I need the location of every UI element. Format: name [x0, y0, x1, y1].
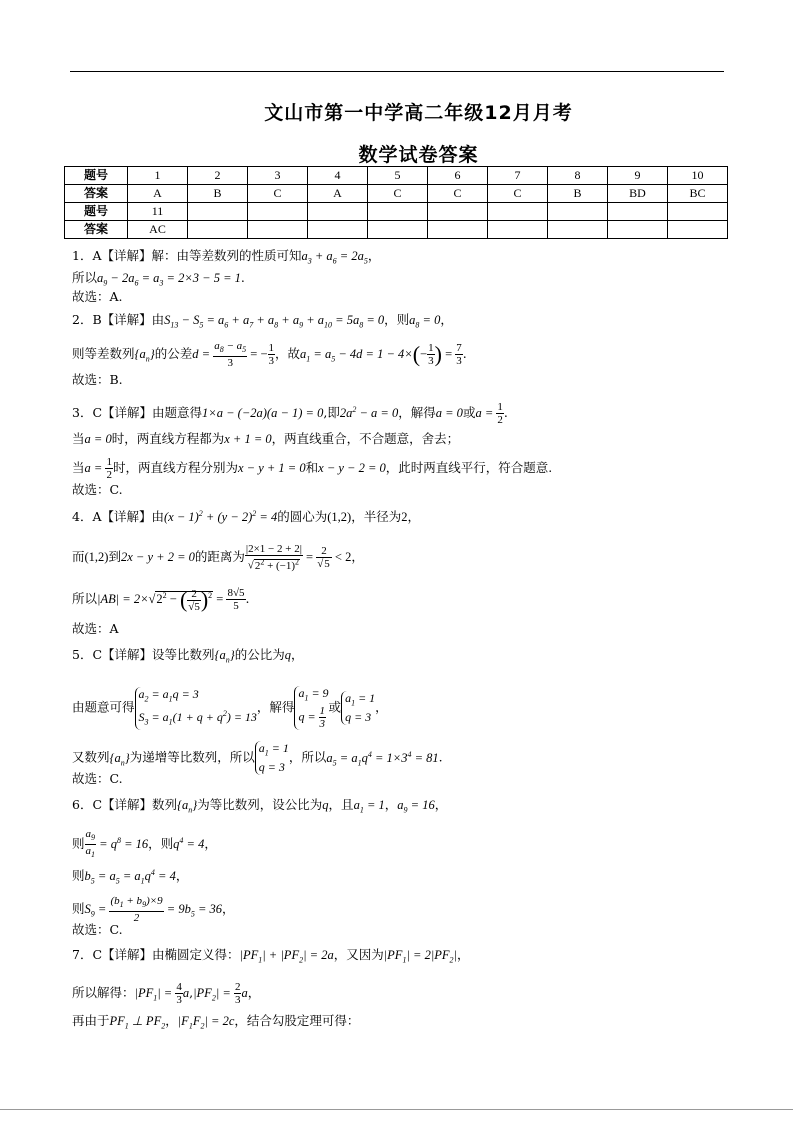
equation-system: $a_2 = a_1q = 3$ $S_3 = a_1(1 + q + q^2) = 13$	[135, 687, 257, 730]
solution-3-line-1: 3．C【详解】由题意得1×a − (−2a)(a − 1) = 0,即$2a^2 - a = 0$，解得a = 0或a = $\frac{1}{2}$ .	[72, 401, 508, 426]
empty-cell	[548, 203, 608, 221]
solution-2-head: 2．B【详解】由	[72, 312, 165, 327]
solution-7-line-3: 再由于$PF_1$ ⊥ $PF_2$，$|F_1F_2| = 2c$，结合勾股定理可得：	[72, 1013, 360, 1031]
solution-3-case-2: a =	[84, 461, 106, 475]
solution-4-text-2: 到	[108, 548, 121, 564]
solution-3-line-eq-3: x − y − 2 = 0	[318, 461, 386, 475]
solution-4-line-1: 4．A【详解】由$(x - 1)^2 + (y - 2)^2 = 4$的圆心为(1,2)，半径为2，	[72, 509, 420, 525]
equation-system: $a_1 = 1$ q = 3	[341, 691, 375, 725]
solution-6-q4: $q^4 = 4$	[173, 836, 205, 852]
solution-3-line-3	[72, 456, 552, 481]
solution-4-mid: 的圆心为	[277, 509, 328, 525]
solution-6-line-2: 则 $\frac{a_9}{a_1}$ = $q^8 = 16$，则$q^4 = 4$，	[72, 828, 217, 860]
empty-cell	[488, 221, 548, 239]
solution-7-text-2: 再由于	[72, 1013, 110, 1028]
empty-cell	[248, 203, 308, 221]
solution-3-head: 3．C【详解】由题意得	[72, 405, 203, 420]
solution-1-prefix: 所以	[72, 270, 98, 285]
solution-5-conclusion: 故选：C.	[72, 771, 123, 786]
sequence-symbol: $\{a_n\}$	[109, 750, 130, 768]
sequence-symbol: $\{a_n\}$	[214, 648, 235, 665]
answer-cell: A	[308, 185, 368, 203]
solution-5-head: 5．C【详解】设等比数列	[72, 647, 215, 662]
empty-cell	[188, 221, 248, 239]
answer-cell: AC	[128, 221, 188, 239]
page-title: 文山市第一中学高二年级12月月考	[264, 102, 573, 124]
solution-5-mid: 的公比为	[234, 647, 285, 662]
solution-5-line-2: 由题意可得$a_2 = a_1q = 3$ $S_3 = a_1(1 + q + q^2) = 13$，解得$a_1 = 9$ q = $\frac{1}{3}$ 或$a_1 = 1$ q = 3，	[72, 686, 388, 731]
solution-2-mid-3: ，故	[275, 346, 301, 362]
answer-cell: C	[248, 185, 308, 203]
solution-3-conclusion: 故选：C.	[72, 482, 123, 497]
solution-1-head: 1．A【详解】解：由等差数列的性质可知	[72, 248, 302, 263]
fraction: $\frac{4}{3}$	[176, 981, 182, 1006]
fraction: $\frac{|2\times 1 - 2 + 2|}{√2^2 + (-1)^2}$	[245, 543, 302, 572]
solution-4-line-2: 而(1,2)到2x − y + 2 = 0的距离为 $\frac{|2\times 1 - 2 + 2|}{√2^2 + (-1)^2}$ = $\frac{2}{√5}$ < 2，	[72, 543, 364, 572]
solution-4-head: 4．A【详解】由	[72, 509, 164, 525]
solution-2-prefix: 则等差数列	[72, 346, 135, 362]
solution-5-text-2: ，解得	[256, 699, 295, 715]
solution-5-text-4: 为递增等比数列，所以	[129, 749, 255, 765]
solution-7-pf2: $|PF_2|$ =	[193, 986, 234, 1003]
solution-7-line-2: 所以解得：$|PF_1|$ = $\frac{4}{3}$ $a,|PF_2|$ = $\frac{2}{3}$ a，	[72, 981, 261, 1006]
solution-6-a5: $b_5 = a_5 = a_1q^4 = 4$	[84, 868, 176, 886]
solution-3-text-2: ，两直线重合，不合题意，舍去；	[271, 431, 460, 446]
solution-2-formula-2: $a_8 = 0$	[409, 313, 441, 330]
question-number: 7	[488, 167, 548, 185]
solution-2-mid: ，则	[384, 312, 410, 327]
question-number: 1	[128, 167, 188, 185]
page-subtitle: 数学试卷答案	[358, 144, 479, 166]
question-number: 3	[248, 167, 308, 185]
question-label: 题号	[65, 203, 128, 221]
empty-cell	[668, 203, 728, 221]
fraction: $\frac{a_8 - a_5}{3}$	[214, 340, 247, 370]
table-row	[65, 185, 728, 203]
solution-4-radius: 2	[401, 510, 408, 525]
ratio-symbol: q	[322, 798, 329, 812]
table-row	[65, 203, 728, 221]
solution-3-line-eq: x + 1 = 0	[224, 432, 272, 446]
table-row	[65, 221, 728, 239]
solution-6-text-2: ，则	[148, 836, 174, 852]
solution-6-line-4: 则$S_9$ = $\frac{(b_1 + b_9)\times 9}{2}$ = $9b_5 = 36$，	[72, 895, 235, 925]
solution-1-line-2: 所以$a_9 - 2a_6 = a_3 = 2\times 3 - 5 = 1$.	[72, 270, 245, 288]
solution-5-or: 或	[328, 699, 342, 715]
solution-3-line-eq-2: x − y + 1 = 0	[237, 461, 306, 475]
question-label: 题号	[65, 167, 128, 185]
solution-1-line-1: 1．A【详解】解：由等差数列的性质可知$a_3 + a_6 = 2a_5$，	[72, 248, 381, 266]
solution-6-given: $a_1 = 1$	[353, 798, 385, 815]
solution-7-line-1: 7．C【详解】由椭圆定义得：$|PF_1| + |PF_2| = 2a$，又因为$|PF_1| = 2|PF_2|$，	[72, 947, 470, 965]
table-row	[65, 167, 728, 185]
question-number: 5	[368, 167, 428, 185]
solution-4-mid-2: ，半径为	[351, 509, 402, 525]
question-number: 2	[188, 167, 248, 185]
solution-3-when-2: 当	[72, 460, 85, 475]
solution-3-root-2: a =	[475, 406, 497, 420]
solution-7-perp: $PF_1$ ⊥ $PF_2$	[109, 1014, 166, 1031]
fraction: $\frac{8√5}{5}$	[227, 587, 245, 612]
solution-2-conclusion: 故选：B.	[72, 372, 123, 387]
answer-table	[64, 166, 728, 239]
solution-4-line-3: 所以$|AB| = 2\times√2^2$ − ( $\frac{2}{√5}$ )$^2$ = $\frac{8√5}{5}$ .	[72, 587, 250, 613]
solution-3-text-4: ，此时两直线平行，符合题意.	[385, 460, 553, 475]
bottom-rule	[0, 1109, 793, 1110]
solution-1-formula-2: $a_9 - 2a_6 = a_3 = 2\times 3 - 5 = 1$	[97, 271, 241, 288]
solution-3-mid-3: 或	[462, 405, 476, 420]
sequence-symbol: $\{a_n\}$	[134, 347, 155, 364]
fraction: $\frac{7}{3}$	[456, 342, 462, 368]
solution-4-text: 而	[72, 548, 85, 564]
solution-5-text-5: ，所以	[288, 749, 327, 765]
solution-2-line-2: 则等差数列$\{a_n\}$的公差d = $\frac{a_8 - a_5}{3}$ = − $\frac{1}{3}$ ，故$a_1 = a_5 - 4d = 1 - 4\times(-$ $\frac{1}{3}$ ) = $\frac{7}{3}$ .	[72, 340, 467, 370]
solution-4-circle: $(x - 1)^2 + (y - 2)^2 = 4$	[163, 509, 278, 525]
solution-4-point: (1,2)	[84, 549, 109, 564]
fraction: $\frac{2}{√5}$	[188, 587, 200, 613]
empty-cell	[668, 221, 728, 239]
common-difference: d =	[192, 347, 214, 362]
empty-cell	[608, 203, 668, 221]
answer-cell: BD	[608, 185, 668, 203]
solution-1-formula: $a_3 + a_6 = 2a_5$	[301, 249, 368, 266]
fraction: $\frac{1}{2}$	[497, 401, 503, 426]
answer-label: 答案	[65, 185, 128, 203]
equation-system: $a_1 = 1$ q = 3	[255, 741, 289, 775]
solution-3-mid: 即	[327, 405, 340, 420]
empty-cell	[368, 221, 428, 239]
solution-4-center: (1,2)	[327, 510, 352, 525]
solution-7-def: $|PF_1| + |PF_2| = 2a$	[239, 948, 334, 965]
solution-4-chord: |AB| = 2×	[97, 592, 149, 606]
solution-6-mid: 为等比数列，设公比为	[197, 797, 323, 812]
equation-system: $a_1 = 9$ q = $\frac{1}{3}$	[294, 686, 328, 730]
solution-6-sum: $S_9$ =	[84, 902, 110, 919]
solution-3-and: 和	[305, 460, 319, 475]
fraction: $\frac{a_9}{a_1}$	[85, 828, 96, 860]
empty-cell	[488, 203, 548, 221]
answer-cell: B	[548, 185, 608, 203]
solution-5-result: $a_5 = a_1q^4 = 1\times 3^4 = 81$	[326, 749, 439, 768]
solution-4-line-eq: 2x − y + 2 = 0	[120, 549, 195, 564]
top-rule	[70, 71, 724, 72]
solution-3-root: a = 0	[435, 406, 463, 420]
empty-cell	[368, 203, 428, 221]
solution-3-formula-2: $2a^2 - a = 0$	[339, 404, 399, 420]
solution-6-head: 6．C【详解】数列	[72, 797, 178, 812]
empty-cell	[428, 221, 488, 239]
question-number: 10	[668, 167, 728, 185]
answer-cell: C	[428, 185, 488, 203]
question-number: 6	[428, 167, 488, 185]
question-number: 9	[608, 167, 668, 185]
solution-2-line-1: 2．B【详解】由$S_{13} - S_5 = a_6 + a_7 + a_8 + a_9 + a_{10} = 5a_8 = 0$，则$a_8 = 0$，	[72, 312, 453, 330]
solution-4-text-4: 所以	[72, 591, 98, 606]
sequence-symbol: $\{a_n\}$	[177, 798, 198, 815]
empty-cell	[308, 203, 368, 221]
answer-cell: C	[368, 185, 428, 203]
solution-6-mid-2: ，且	[328, 797, 354, 812]
solution-3-text-3: 时，两直线方程分别为	[112, 460, 238, 475]
question-number: 8	[548, 167, 608, 185]
solution-3-mid-2: ，解得	[398, 405, 436, 420]
solution-6-text-4: 则	[72, 901, 85, 917]
solution-5-text-3: 又数列	[72, 749, 110, 765]
fraction: $\frac{2}{√5}$	[317, 544, 330, 570]
solution-6-conclusion: 故选：C.	[72, 922, 123, 937]
solution-5-line-3: 又数列$\{a_n\}$为递增等比数列，所以$a_1 = 1$ q = 3，所以$a_5 = a_1q^4 = 1\times 3^4 = 81$.	[72, 741, 443, 775]
solution-3-formula: 1×a − (−2a)(a − 1) = 0	[202, 406, 324, 420]
answer-label: 答案	[65, 221, 128, 239]
answer-cell: C	[488, 185, 548, 203]
solution-7-mid: ，又因为	[333, 947, 384, 962]
empty-cell	[548, 221, 608, 239]
empty-cell	[608, 221, 668, 239]
fraction: $\frac{2}{3}$	[234, 981, 241, 1006]
answer-cell: B	[188, 185, 248, 203]
empty-cell	[188, 203, 248, 221]
fraction: $\frac{1}{3}$	[428, 342, 434, 368]
fraction: $\frac{(b_1 + b_9)\times 9}{2}$	[110, 895, 163, 925]
solution-7-pf1: $|PF_1|$ =	[134, 986, 176, 1003]
solution-3-line-2	[72, 431, 459, 447]
solution-4-conclusion: 故选：A	[72, 621, 119, 636]
solution-7-text-3: ，结合勾股定理可得：	[234, 1013, 360, 1028]
solution-6-line-1: 6．C【详解】数列$\{a_n\}$为等比数列，设公比为q，且$a_1 = 1$，$a_9 = 16$，	[72, 797, 448, 815]
empty-cell	[428, 203, 488, 221]
sqrt: $2^2$ − ( $\frac{2}{√5}$ )$^2$	[156, 587, 213, 613]
solution-6-text-3: 则	[72, 868, 85, 884]
question-number: 11	[128, 203, 188, 221]
solution-5-line-1: 5．C【详解】设等比数列$\{a_n\}$的公比为q，	[72, 647, 304, 665]
solution-2-mid-2: 的公差	[154, 346, 193, 362]
solution-7-given: $|PF_1| = 2|PF_2|$	[383, 948, 457, 965]
answer-cell: A	[128, 185, 188, 203]
solution-4-text-3: 的距离为	[194, 548, 245, 564]
solution-2-formula-3: $a_1 = a_5 - 4d = 1 - 4\times$	[300, 347, 413, 364]
question-number: 4	[308, 167, 368, 185]
solution-6-text: 则	[72, 836, 85, 852]
fraction: $\frac{1}{3}$	[268, 342, 275, 368]
solution-2-formula: $S_{13} - S_5 = a_6 + a_7 + a_8 + a_9 + a_{10} = 5a_8 = 0$	[164, 313, 385, 330]
solution-7-head: 7．C【详解】由椭圆定义得：	[72, 947, 240, 962]
solution-3-when: 当	[72, 431, 85, 446]
solution-7-focal: $|F_1F_2| = 2c$	[177, 1014, 235, 1031]
solution-1-conclusion: 故选：A.	[72, 289, 123, 304]
ratio-symbol: q	[284, 648, 292, 662]
fraction: $\frac{1}{2}$	[106, 456, 112, 481]
solution-6-line-3: 则$b_5 = a_5 = a_1q^4 = 4$，	[72, 868, 189, 886]
solution-3-case: a = 0	[84, 432, 112, 446]
answer-cell: BC	[668, 185, 728, 203]
empty-cell	[248, 221, 308, 239]
empty-cell	[308, 221, 368, 239]
solution-5-text: 由题意可得	[72, 699, 135, 715]
solution-3-text: 时，两直线方程都为	[111, 431, 225, 446]
solution-6-given-2: $a_9 = 16$	[397, 798, 435, 815]
solution-7-text: 所以解得：	[72, 985, 135, 1000]
